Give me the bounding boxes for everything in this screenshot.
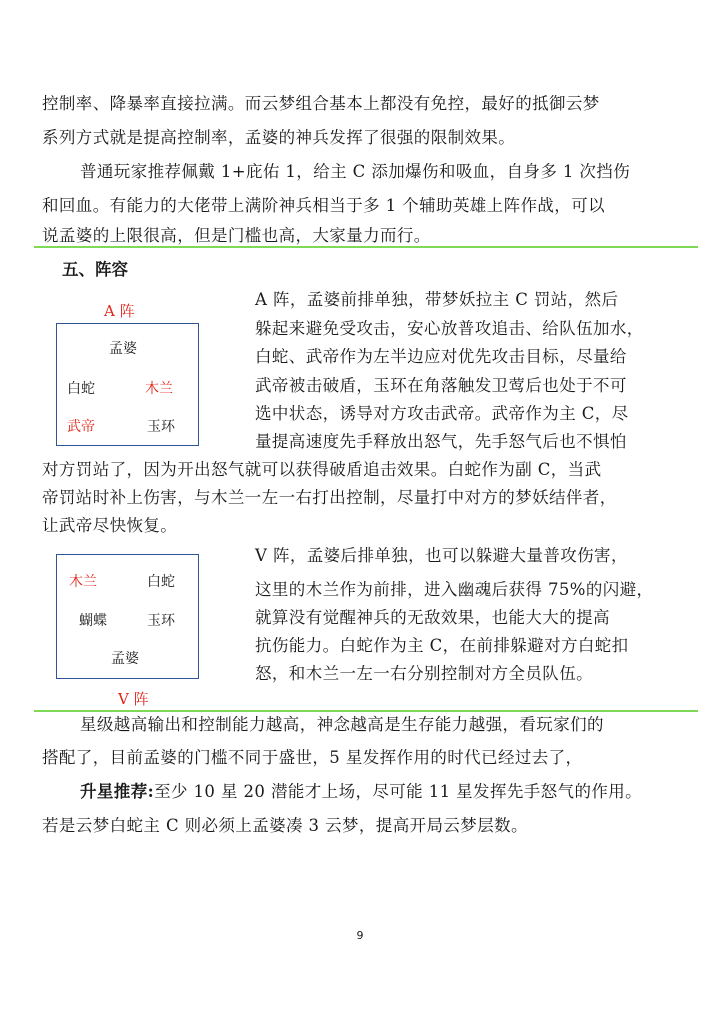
- formation-a-text: 量提高速度先手释放出怒气，先手怒气后也不惧怕: [255, 432, 627, 451]
- section-heading: 五、阵容: [62, 260, 128, 279]
- paragraph-line: 若是云梦白蛇主 C 则必须上孟婆凑 3 云梦，提高开局云梦层数。: [42, 816, 528, 835]
- formation-a-text: 白蛇、武帝作为左半边应对优先攻击目标，尽量给: [255, 347, 627, 366]
- paragraph-line: 说孟婆的上限很高，但是门槛也高，大家量力而行。: [42, 226, 431, 245]
- formation-a-box: [56, 323, 199, 446]
- recommendation-line: [80, 775, 642, 809]
- formation-a-text: 对方罚站了，因为开出怒气就可以获得破盾追击效果。白蛇作为副 C，当武: [42, 460, 602, 479]
- formation-a-text: 帝罚站时补上伤害，与木兰一左一右打出控制，尽量打中对方的梦妖结伴者，: [42, 488, 617, 507]
- formation-a-text: 选中状态，诱导对方攻击武帝。武帝作为主 C，尽: [255, 404, 629, 423]
- formation-a-cell: 白蛇: [67, 381, 95, 397]
- paragraph-line: 和回血。有能力的大佬带上满阶神兵相当于多 1 个辅助英雄上阵作战，可以: [42, 196, 605, 215]
- formation-v-cell: 蝴蝶: [79, 613, 107, 629]
- formation-v-cell: 木兰: [69, 574, 97, 590]
- formation-a-cell: 木兰: [145, 381, 173, 397]
- recommendation-label: 升星推荐:: [80, 782, 155, 801]
- formation-v-text: 抗伤能力。白蛇作为主 C，在前排躲避对方白蛇扣: [255, 636, 629, 655]
- formation-a-text: 武帝被击破盾，玉环在角落触发卫莺后也处于不可: [255, 376, 627, 395]
- paragraph-line: 搭配了，目前孟婆的门槛不同于盛世，5 星发挥作用的时代已经过去了，: [42, 748, 583, 767]
- formation-v-label: V 阵: [118, 690, 149, 708]
- paragraph-line: 系列方式就是提高控制率，孟婆的神兵发挥了很强的限制效果。: [42, 128, 516, 147]
- formation-a-text: 躲起来避免受攻击，安心放普攻追击、给队伍加水，: [255, 319, 644, 338]
- formation-v-text: 这里的木兰作为前排，进入幽魂后获得 75%的闪避，: [255, 580, 654, 599]
- formation-v-cell: 白蛇: [147, 574, 175, 590]
- formation-a-label: A 阵: [104, 302, 135, 320]
- formation-a-cell: 武帝: [67, 419, 95, 435]
- section-divider: [34, 246, 698, 248]
- formation-v-cell: 玉环: [147, 613, 175, 629]
- paragraph-line: 普通玩家推荐佩戴 1+庇佑 1，给主 C 添加爆伤和吸血，自身多 1 次挡伤: [80, 162, 631, 181]
- formation-a-text: 让武帝尽快恢复。: [42, 516, 178, 535]
- formation-v-box: [56, 554, 199, 679]
- formation-v-text: 就算没有觉醒神兵的无敌效果，也能大大的提高: [255, 608, 610, 627]
- page-number: 9: [356, 929, 364, 942]
- formation-a-cell: 玉环: [147, 419, 175, 435]
- formation-v-text: V 阵，孟婆后排单独，也可以躲避大量普攻伤害，: [255, 546, 628, 565]
- formation-v-cell: 孟婆: [111, 651, 139, 667]
- formation-v-text: 怒，和木兰一左一右分别控制对方全员队伍。: [255, 664, 593, 683]
- formation-a-text: A 阵，孟婆前排单独，带梦妖拉主 C 罚站，然后: [255, 290, 619, 309]
- paragraph-line: 控制率、降暴率直接拉满。而云梦组合基本上都没有免控，最好的抵御云梦: [42, 94, 600, 113]
- formation-a-cell: 孟婆: [109, 341, 137, 357]
- recommendation-text: 至少 10 星 20 潜能才上场，尽可能 11 星发挥先手怒气的作用。: [154, 782, 643, 801]
- paragraph-line: 星级越高输出和控制能力越高，神念越高是生存能力越强，看玩家们的: [80, 715, 604, 734]
